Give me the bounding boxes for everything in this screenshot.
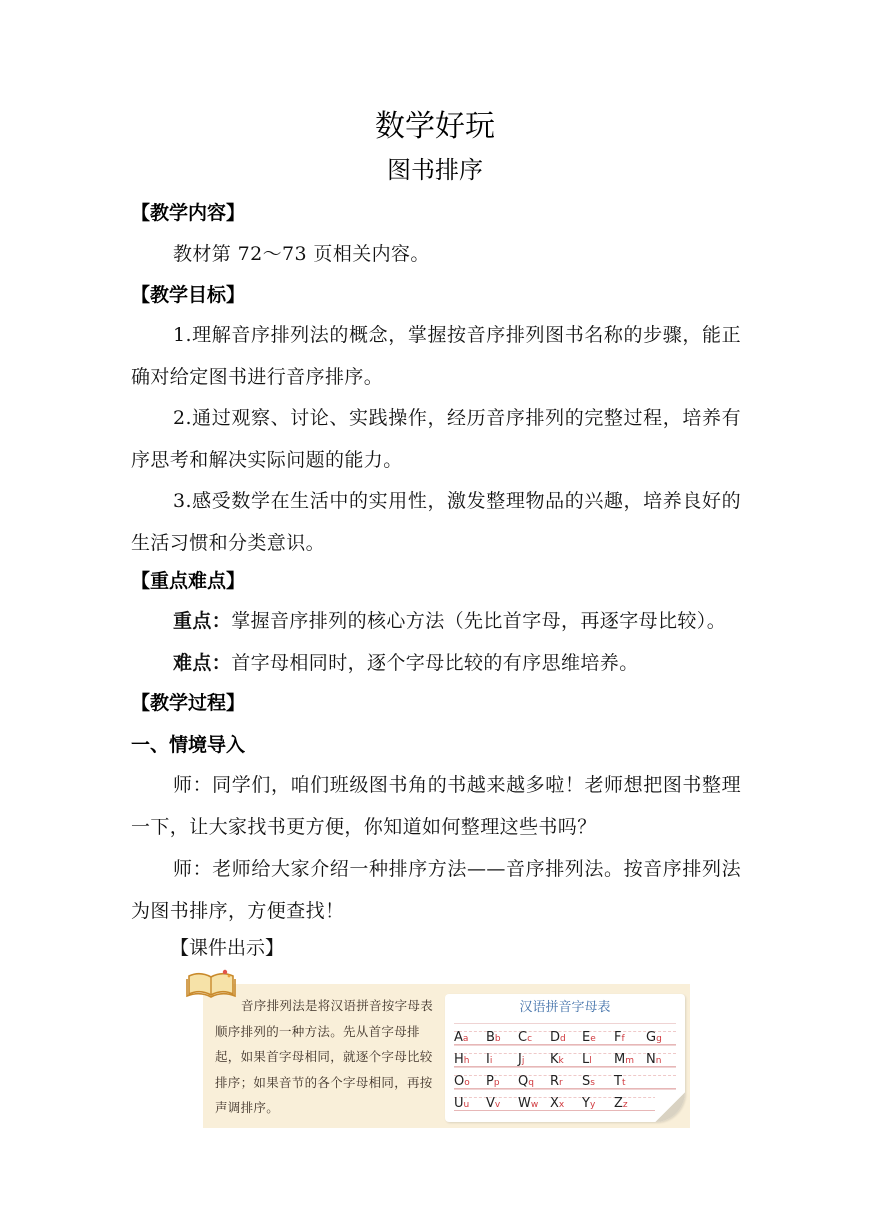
letter-pair (486, 1070, 500, 1089)
uppercase-letter: U (454, 1096, 464, 1111)
lowercase-letter: x (558, 1100, 565, 1110)
lowercase-letter: a (462, 1034, 469, 1044)
key-text: 掌握音序排列的核心方法（先比首字母，再逐字母比较）。 (231, 610, 727, 632)
uppercase-letter: F (614, 1030, 622, 1045)
letter-pair (454, 1048, 470, 1067)
letter-pair (486, 1048, 492, 1067)
letter-pair (582, 1092, 595, 1111)
heading-step-1: 一、情境导入 (131, 734, 246, 756)
step1-para-1: 师：同学们，咱们班级图书角的书越来越多啦！老师想把图书整理一下，让大家找书更方便，你知道如何整理这些书吗？ (131, 774, 741, 838)
letter-pair (454, 1092, 469, 1111)
letter-pair (518, 1026, 532, 1045)
uppercase-letter: P (486, 1074, 494, 1089)
uppercase-letter: G (646, 1030, 657, 1045)
letter-pair (550, 1048, 564, 1067)
uppercase-letter: Q (518, 1074, 529, 1089)
courseware-image (185, 968, 690, 1128)
uppercase-letter: E (582, 1030, 591, 1045)
lowercase-letter: j (521, 1056, 525, 1066)
letter-pair (518, 1092, 538, 1111)
page-title: 数学好玩 (375, 109, 495, 144)
lowercase-letter: z (622, 1100, 628, 1110)
uppercase-letter: D (550, 1030, 561, 1045)
lowercase-letter: y (589, 1100, 596, 1110)
letter-pair (550, 1070, 563, 1089)
courseware-label: 【课件出示】 (170, 937, 285, 959)
heading-teaching-process: 【教学过程】 (131, 692, 246, 714)
alphabet-title: 汉语拼音字母表 (519, 1000, 611, 1015)
key-point (131, 600, 741, 642)
difficulty-text: 首字母相同时，逐个字母比较的有序思维培养。 (231, 652, 639, 674)
goal-2: 2.通过观察、讨论、实践操作，经历音序排列的完整过程，培养有序思考和解决实际问题的能力。 (131, 407, 741, 471)
letter-pair (454, 1026, 468, 1045)
letter-pair (518, 1070, 534, 1089)
uppercase-letter: N (646, 1052, 656, 1067)
letter-pair (486, 1026, 501, 1045)
alphabet-row (454, 1066, 676, 1089)
uppercase-letter: J (518, 1052, 522, 1067)
alphabet-row (454, 1088, 676, 1111)
step1-para-2: 师：老师给大家介绍一种排序方法——音序排列法。按音序排列法为图书排序，方便查找！ (131, 858, 741, 922)
heading-key-points: 【重点难点】 (131, 570, 246, 592)
lowercase-letter: f (621, 1034, 625, 1044)
uppercase-letter: W (518, 1096, 531, 1111)
lowercase-letter: r (559, 1078, 563, 1088)
lowercase-letter: i (489, 1056, 493, 1066)
courseware-intro-text: 音序排列法是将汉语拼音按字母表顺序排列的一种方法。先从首字母排起，如果首字母相同，就逐个字母比较排序；如果音节的各个字母相同，再按声调排序。 (215, 998, 434, 1115)
uppercase-letter: R (550, 1074, 560, 1089)
uppercase-letter: T (614, 1074, 622, 1089)
letter-pair (486, 1092, 500, 1111)
uppercase-letter: Z (614, 1096, 623, 1111)
letter-pair (550, 1026, 566, 1045)
uppercase-letter: I (486, 1052, 490, 1067)
lowercase-letter: u (463, 1100, 470, 1110)
lowercase-letter: g (656, 1034, 662, 1044)
letter-pair (614, 1026, 625, 1045)
lowercase-letter: w (530, 1100, 539, 1110)
letter-pair (550, 1092, 564, 1111)
alphabet-row (454, 1022, 676, 1045)
lowercase-letter: e (590, 1034, 596, 1044)
lowercase-letter: c (527, 1034, 533, 1044)
letter-pair (614, 1070, 625, 1089)
lowercase-letter: o (464, 1078, 470, 1088)
key-label: 重点： (173, 610, 232, 632)
goal-1: 1.理解音序排列法的概念，掌握按音序排列图书名称的步骤，能正确对给定图书进行音序排序。 (131, 324, 741, 388)
lowercase-letter: k (558, 1056, 564, 1066)
lowercase-letter: d (560, 1034, 566, 1044)
uppercase-letter: H (454, 1052, 464, 1067)
letter-pair (614, 1092, 628, 1111)
lowercase-letter: b (494, 1034, 501, 1044)
difficulty-label: 难点： (173, 652, 232, 674)
lowercase-letter: v (494, 1100, 501, 1110)
uppercase-letter: V (486, 1096, 495, 1111)
lowercase-letter: p (493, 1078, 500, 1088)
difficulty-point (131, 642, 741, 684)
lowercase-letter: q (528, 1078, 534, 1088)
lowercase-letter: s (590, 1078, 595, 1088)
lowercase-letter: n (655, 1056, 662, 1066)
heading-teaching-content: 【教学内容】 (131, 202, 246, 224)
letter-pair (518, 1048, 524, 1067)
uppercase-letter: Y (582, 1096, 590, 1111)
uppercase-letter: S (582, 1074, 591, 1089)
letter-pair (582, 1070, 595, 1089)
uppercase-letter: X (550, 1096, 559, 1111)
uppercase-letter: B (486, 1030, 495, 1045)
letter-pair (646, 1048, 661, 1067)
letter-pair (582, 1026, 596, 1045)
letter-pair (454, 1070, 470, 1089)
uppercase-letter: M (614, 1052, 626, 1067)
uppercase-letter: O (454, 1074, 465, 1089)
lowercase-letter: h (463, 1056, 470, 1066)
goal-3: 3.感受数学在生活中的实用性，激发整理物品的兴趣，培养良好的生活习惯和分类意识。 (131, 490, 741, 554)
letter-pair (646, 1026, 662, 1045)
page-subtitle: 图书排序 (387, 156, 483, 184)
letter-pair (614, 1048, 634, 1067)
uppercase-letter: C (518, 1030, 528, 1045)
alphabet-row (454, 1044, 676, 1067)
teaching-content-text: 教材第 72～73 页相关内容。 (173, 243, 430, 265)
lowercase-letter: t (621, 1078, 626, 1088)
heading-teaching-goals: 【教学目标】 (131, 284, 246, 306)
lowercase-letter: l (589, 1056, 592, 1066)
uppercase-letter: K (550, 1052, 559, 1067)
letter-pair (582, 1048, 592, 1067)
pinyin-alphabet-card (445, 994, 685, 1122)
uppercase-letter: L (582, 1052, 590, 1067)
uppercase-letter: A (454, 1030, 463, 1045)
lowercase-letter: m (625, 1056, 634, 1066)
